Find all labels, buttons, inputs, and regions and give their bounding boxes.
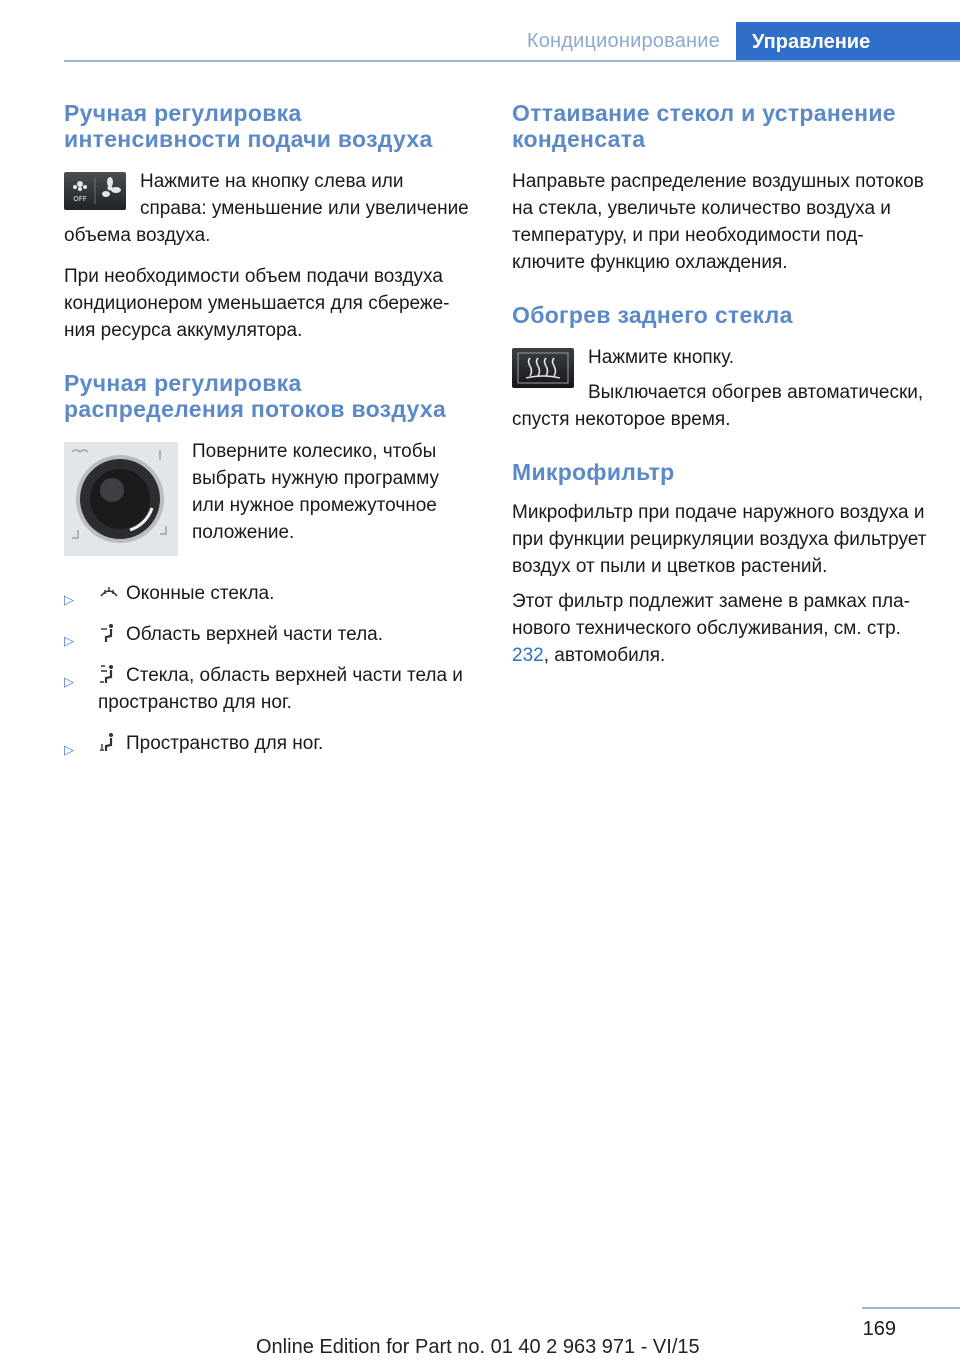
page-number: 169 <box>862 1318 896 1340</box>
list-item <box>64 730 474 757</box>
dial-paragraph <box>64 438 474 560</box>
bullet-triangle-icon: ▷ <box>64 633 74 648</box>
section-heading-rear-window-heating: Обогрев заднего стекла <box>512 302 793 328</box>
microfilter-replacement-post: , автомобиля. <box>543 645 666 666</box>
option-text: Оконные стекла. <box>126 583 275 604</box>
fan-control-button-icon <box>64 172 126 210</box>
section-tab: Управление <box>736 22 960 62</box>
windscreen-upper-body-footwell-icon <box>98 664 120 684</box>
page-link-232[interactable]: 232 <box>512 645 544 666</box>
rear-defrost-line1: Нажмите кнопку. <box>588 347 735 368</box>
edition-footer: Online Edition for Part no. 01 40 2 963 971 - VI/15 <box>256 1336 700 1358</box>
bullet-triangle-icon: ▷ <box>64 674 74 689</box>
list-item <box>64 621 474 648</box>
microfilter-replacement-pre: Этот фильтр подлежит замене в рамках планового технического обслуживания, см. стр. <box>512 591 910 639</box>
battery-note: При необходимости объем подачи воздуха кондиционером уменьшается для сбережения ресурса аккумулятора. <box>64 266 450 341</box>
bullet-triangle-icon: ▷ <box>64 592 74 607</box>
dial-text: Поверните колесико, чтобы выбрать нужную программу или нужное промежуточное положение. <box>192 441 439 543</box>
list-item <box>64 580 474 607</box>
fan-button-paragraph <box>64 168 474 249</box>
off-label: OFF <box>73 195 87 203</box>
right-column <box>512 100 928 669</box>
defrost-text: Направьте распределение воздушных потоков на стекла, увеличьте количество воздуха и температуру, и при необходимости подключите функцию охлаждения. <box>512 171 924 273</box>
bullet-triangle-icon: ▷ <box>64 742 74 757</box>
fan-button-text: Нажмите на кнопку слева или справа: уменьшение или увеличение объема воздуха. <box>64 171 469 246</box>
header-rule <box>64 60 960 62</box>
section-heading-defrost: Оттаивание стекол и устранение конденсата <box>512 100 896 152</box>
rear-defrost-line2: Выключается обогрев автоматически, спустя некоторое время. <box>512 382 924 430</box>
list-item <box>64 662 474 716</box>
option-text: Область верхней части тела. <box>126 624 384 645</box>
microfilter-text: Микрофильтр при подаче наружного воздуха и при функции рециркуляции воздуха фильтрует воздух от пыли и цветков растений. <box>512 502 927 577</box>
section-heading-air-distribution: Ручная регулировка распределения потоков воздуха <box>64 370 447 422</box>
upper-body-airflow-icon <box>98 623 120 643</box>
microfilter-replacement-text <box>512 588 928 669</box>
section-heading-microfilter: Микрофильтр <box>512 459 675 485</box>
footwell-airflow-icon <box>98 732 120 752</box>
rear-window-defroster-icon <box>512 348 574 388</box>
airflow-options-list <box>64 580 474 757</box>
page-header <box>0 0 960 62</box>
chapter-title: Кондиционирование <box>526 30 720 52</box>
option-text: Пространство для ног. <box>126 733 324 754</box>
option-text: Стекла, область верхней части тела и пространство для ног. <box>98 665 463 713</box>
windscreen-icon <box>98 582 120 602</box>
rear-defrost-paragraph <box>512 344 928 433</box>
section-heading-fan-intensity: Ручная регулировка интенсивности подачи воздуха <box>64 100 433 152</box>
footer-rule <box>862 1307 960 1309</box>
left-column <box>64 100 474 771</box>
air-distribution-dial-icon <box>64 442 178 556</box>
